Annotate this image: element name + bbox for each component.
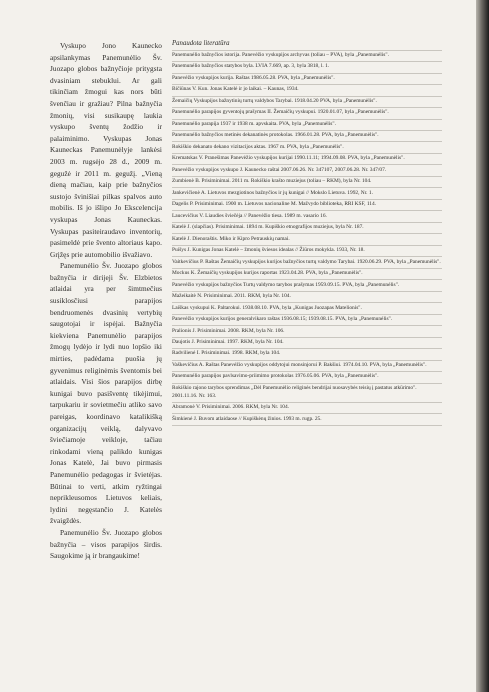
reference-entry: Rokiškio rajono tarybos sprendimas „Dėl Panemunėlio religinės bendrijai nuosavybės teisių į pastatus atkūrimo". 2001.11.16. Nr. 163. bbox=[172, 384, 442, 403]
reference-entry: Panemunėlio parapijos gyventojų prašymas II. Žemaičių vyskupui. 1920.01.07, byla „Panemunėlis". bbox=[172, 108, 442, 119]
reference-entry: Žemaičių Vyskupijos bažnytinių turtų valdybos Tarybai. 1918.04.20 PVA, byla „Panemunėlis". bbox=[172, 97, 442, 108]
reference-entry: Panevėžio vyskupijos kurija. Raštas 1986.05.28. PVA, byla „Panemunėlis". bbox=[172, 74, 442, 85]
reference-entry: Vaškevičius A. Raštas Panevėžio vyskupijos oddytojui monsinjorui P. Bakšiui. 1974.04.10. PVA, byla „Panemunėlis". bbox=[172, 361, 442, 372]
references-column bbox=[172, 40, 442, 426]
reference-entry: Rokiškio dekanato dekano vizitacijos aktas. 1967 m. PVA, byla „Panemunėlis". bbox=[172, 142, 442, 153]
references-heading: Panaudota literatūra bbox=[172, 40, 230, 47]
reference-entry: Laucevičius V. Liaudies šviečėja // Panevėžio tiesa. 1989 m. vasario 16. bbox=[172, 211, 442, 222]
paragraph: Vyskupo Jono Kaunecko apsilankymas Panemunėlio Šv. Juozapo globos bažnyčioje pritygsta dvasiniam stebuklui. Ar gali tikinčiam žmogui kas nors būti švenčiau ir gražiau? Pilna bažnyčia žmonių, visi susikaupę laukia vyskupo šventų žodžio ir palaiminimo. Vyskupas Jonas Kauneckas Panemunėlyje lankėsi 2003 m. rugsėjo 28 d., 2009 m. gegužė ir 2011 m. gegužį. „Vieną dieną mačiau, kaip prie bažnyčios sustojo švinišiai pilkas spalvos auto mobilis. Iš jo išlipo Jo Ekscelencija vyskupas Jonas Kauneckas. Vyskupas pasiteiraudavo inventorių, pasimeldė prie švento altoriaus kapo. Grįžęs prie automobilio išvažiavo. bbox=[50, 41, 162, 259]
reference-entry: Panemunėlio bažnyčios metinės dekanatinės protokolas. 1966.01.28. PVA, byla „Panemunėlis". bbox=[172, 131, 442, 142]
reference-entry: Bičiūnas V. Kun. Jonas Katelė ir jo laikai. – Kaunas, 1934. bbox=[172, 85, 442, 96]
reference-entry: Radvilienė I. Prisiminimai. 1998. RKM, byla 104. bbox=[172, 349, 442, 360]
reference-entry: Daujotis J. Prisiminimai. 1997. RKM, byla Nr. 104. bbox=[172, 338, 442, 349]
reference-entry: Vaitkevičius P. Raštas Žemaičių vyskupijos kurijos bažnyčios turtų valdymo Tarybai. 1920.06.29. PVA, byla „Panemunėlis". bbox=[172, 257, 442, 268]
paragraph: Panemunėlio Šv. Juozapo globos bažnyčia ir dirijeji Šv. Elzbietos atlaidai yra per šimtmečius susiklosčiusi parapijos bendruomenės dvasinių vertybių saugotojai ir ispėjai. Bažnyčia kiekviena Panemunėlio parapijos žmogų lydėjo ir lydi nuo lopšio iki mirties, padėdama puošia jų gyvenimus religinėmis šventomis bei atlaidais. Visi šios parapijos dirbę kunigai buvo pasišventę tikėjimui, tarpukariu ir sovietmečiu atliko savo pareigas, koordinavo katalikišką organizacijų veiklą, dalyvavo šviečiamoje veikloje, tačiau rinkodami vieną palikdo kunigas Jonas Katelė, Jai buvo pirmasis Panemunėlio pedagogas ir švietėjas. Būtinai to verti, atkim ryžtingai neprikleusomos Lietuvos keliais, lydini negęstančio J. Katelės žvaigždės. bbox=[50, 261, 162, 526]
reference-entry: Zumbienė B. Prisiminimai. 2011 m. Rokiškio krašto muziejus (toliau – RKM), byla Nr. 104. bbox=[172, 177, 442, 188]
paragraph: Panemunėlio Šv. Juozapo globos bažnyčia – visos parapijos širdis. Saugokime ją ir brangaukime! bbox=[50, 527, 162, 561]
reference-entry: Jankevičienė A. Lietuvos mezgiotinos bažnyčios ir jų kunigai // Mokslo Lietuva. 1992, Nr. 1. bbox=[172, 188, 442, 199]
reference-entry: Panevėžio vyskupijos kurijos generalvikaro raštas 1936.08.15; 1939.08.15. PVA, byla „Panemunėlis". bbox=[172, 315, 442, 326]
reference-entry: Panemunėlio parapija 1937 ir 1938 m. apvskaitа. PVA, byla „Panemunėlis". bbox=[172, 120, 442, 131]
reference-entry: Panevėžio vyskupijos bažnyčios Turtų valdymo tarybos prašymas 1959.09.15. PVA, byla „Panemunėlis". bbox=[172, 280, 442, 291]
book-gutter bbox=[476, 0, 489, 692]
references-list bbox=[172, 50, 442, 426]
reference-entry: Mockus K. Žemaičių vyskupijos kurijos raportas 1923.04.28. PVA, byla „Panemunėlis". bbox=[172, 269, 442, 280]
reference-entry: Šimkienė J. Buvom atlaidaose // Kupiškėnų žinios. 1993 m. rugp. 25. bbox=[172, 414, 442, 425]
reference-entry: Panemunėlio bažnyčios istorija. Panevėžio vyskupijos archyvas (toliau – PVA), byla „Panemunėlis". bbox=[172, 50, 442, 62]
reference-entry: Katelė J. (slapčias). Prisiminimai. 1894 m. Kupiškio etnografijos muziejus, byla Nr. 187. bbox=[172, 223, 442, 234]
reference-entry: Panevėžio vyskupijos vyskupo J. Kaunecko raštai 2007.06.26. Nr. 347107, 2007.06.28. Nr. 347/07. bbox=[172, 165, 442, 176]
reference-entry: Krematskas V. Pranešimas Panevėžio vyskupijos kurijai 1990.11.11; 1994.09.08. PVA, byla „Panemunėlis". bbox=[172, 154, 442, 165]
main-text-column bbox=[50, 40, 162, 562]
reference-entry: Mažeikaitė N. Prisiminimai. 2011. RKM, byla Nr. 104. bbox=[172, 292, 442, 303]
reference-entry: Laiškas vyskupui K. Paltarokui. 1938.08.10. PVA, byla „Kunigas Juozapas Matelionis". bbox=[172, 303, 442, 314]
reference-entry: Pralionis J. Prisiminimai. 2008. RKM, byla Nr. 106. bbox=[172, 326, 442, 337]
reference-entry: Panemunėlio parapijos pavlsavimo-priimimo protokolas 1976.05.06. PVA, byla „Panemunėlis". bbox=[172, 372, 442, 383]
reference-entry: Katelė J. Dienoraštis. Miko ir Kipro Petrauskių namai. bbox=[172, 234, 442, 245]
reference-entry: Dagelis P. Prisiminimai. 1900 m. Lietuvos nacionaline M. Mažvydo biblioteka, RRI KSF, 114. bbox=[172, 200, 442, 211]
reference-entry: Abramonė V. Prisiminimai. 2006. RKM, byla Nr. 104. bbox=[172, 403, 442, 414]
reference-entry: Puišys J. Kunigas Jonas Katelė – žmonių šviesos idealas // Žiūros mokykla. 1933, Nr. 18. bbox=[172, 246, 442, 257]
reference-entry: Panemunėlio bažnyčios statybos byla. LVIA 7.669, ap. 3, byla 3818, l. 1. bbox=[172, 62, 442, 73]
